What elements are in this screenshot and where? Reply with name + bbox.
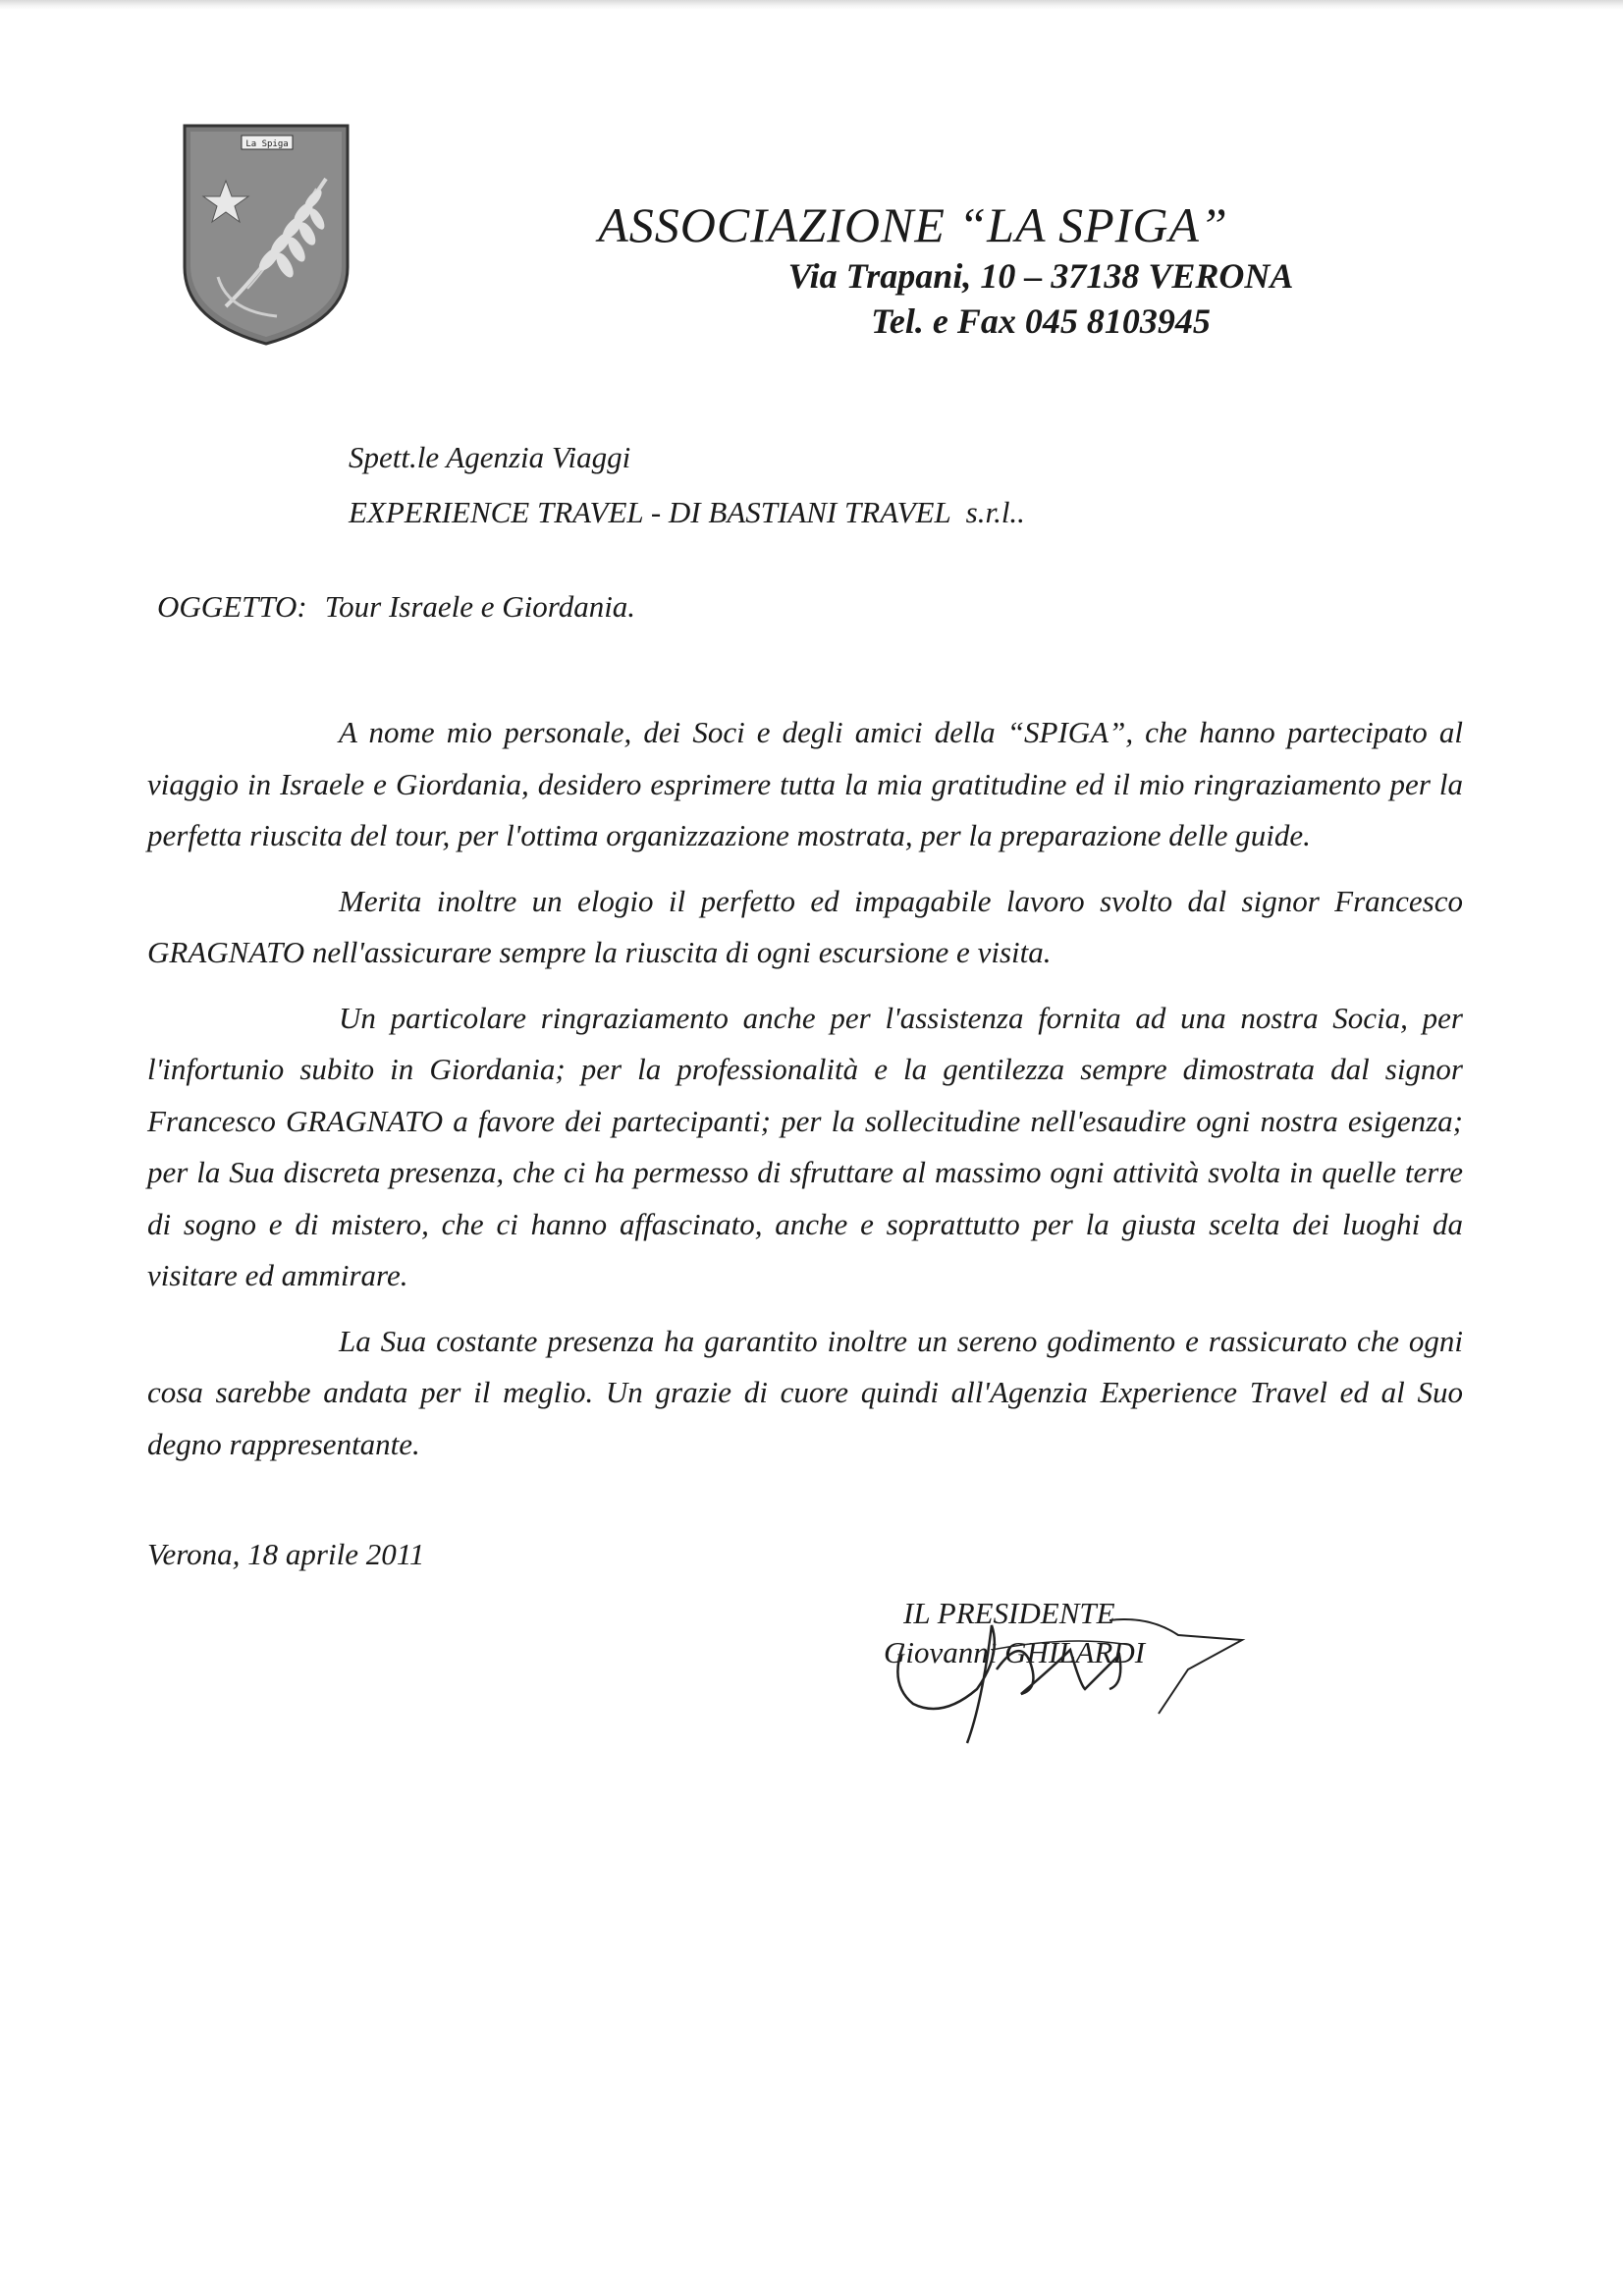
organization-address: Via Trapani, 10 – 37138 VERONA [787, 256, 1294, 296]
scan-edge [0, 0, 1623, 10]
signature-block [884, 1596, 1276, 1753]
letterhead [393, 196, 1434, 344]
body-paragraph-1: A nome mio personale, dei Soci e degli amici della “SPIGA”, che hanno partecipato al viaggio in Israele e Giordania, desidero esprimere tutta la mia gratitudine ed il mio ringraziamento per la perfetta riuscita del tour, per l'ottima organizzazione mostrata, per la preparazione delle guide. [147, 715, 1463, 852]
body-paragraph-2: Merita inoltre un elogio il perfetto ed impagabile lavoro svolto dal signor Francesco GRAGNATO nell'assicurare sempre la riuscita di ogni escursione e visita. [147, 883, 1463, 969]
signatory-title: IL PRESIDENTE [903, 1596, 1115, 1630]
recipient-line-1: Spett.le Agenzia Viaggi [349, 440, 631, 474]
recipient-line-2: EXPERIENCE TRAVEL - DI BASTIANI TRAVEL s.r.l.. [349, 495, 1025, 529]
subject-line [157, 589, 635, 625]
signatory-name: Giovanni GHILARDI [884, 1635, 1146, 1669]
organization-name: ASSOCIAZIONE “LA SPIGA” [598, 197, 1228, 252]
svg-text:La Spiga: La Spiga [245, 139, 289, 149]
handwritten-signature [884, 1596, 1276, 1753]
association-crest-logo [179, 120, 353, 348]
place-date: Verona, 18 aprile 2011 [147, 1537, 425, 1571]
subject-text: Tour Israele e Giordania. [324, 589, 636, 624]
subject-label: OGGETTO: [157, 589, 307, 624]
recipient-block [349, 430, 1025, 540]
letter-body [147, 707, 1463, 1484]
body-paragraph-3: Un particolare ringraziamento anche per l'assistenza fornita ad una nostra Socia, per l'infortunio subito in Giordania; per la professionalità e la gentilezza sempre dimostrata dal signor Francesco GRAGNATO a favore dei partecipanti; per la sollecitudine nell'esaudire ogni nostra esigenza; per la Sua discreta presenza, che ci ha permesso di sfruttare al massimo ogni attività svolta in quelle terre di sogno e di mistero, che ci hanno affascinato, anche e soprattutto per la giusta scelta dei luoghi da visitare ed ammirare. [147, 1000, 1463, 1292]
body-paragraph-4: La Sua costante presenza ha garantito inoltre un sereno godimento e rassicurato che ogni cosa sarebbe andata per il meglio. Un grazie di cuore quindi all'Agenzia Experience Travel ed al Suo degno rappresentante. [147, 1323, 1463, 1461]
organization-phone: Tel. e Fax 045 8103945 [871, 301, 1211, 341]
